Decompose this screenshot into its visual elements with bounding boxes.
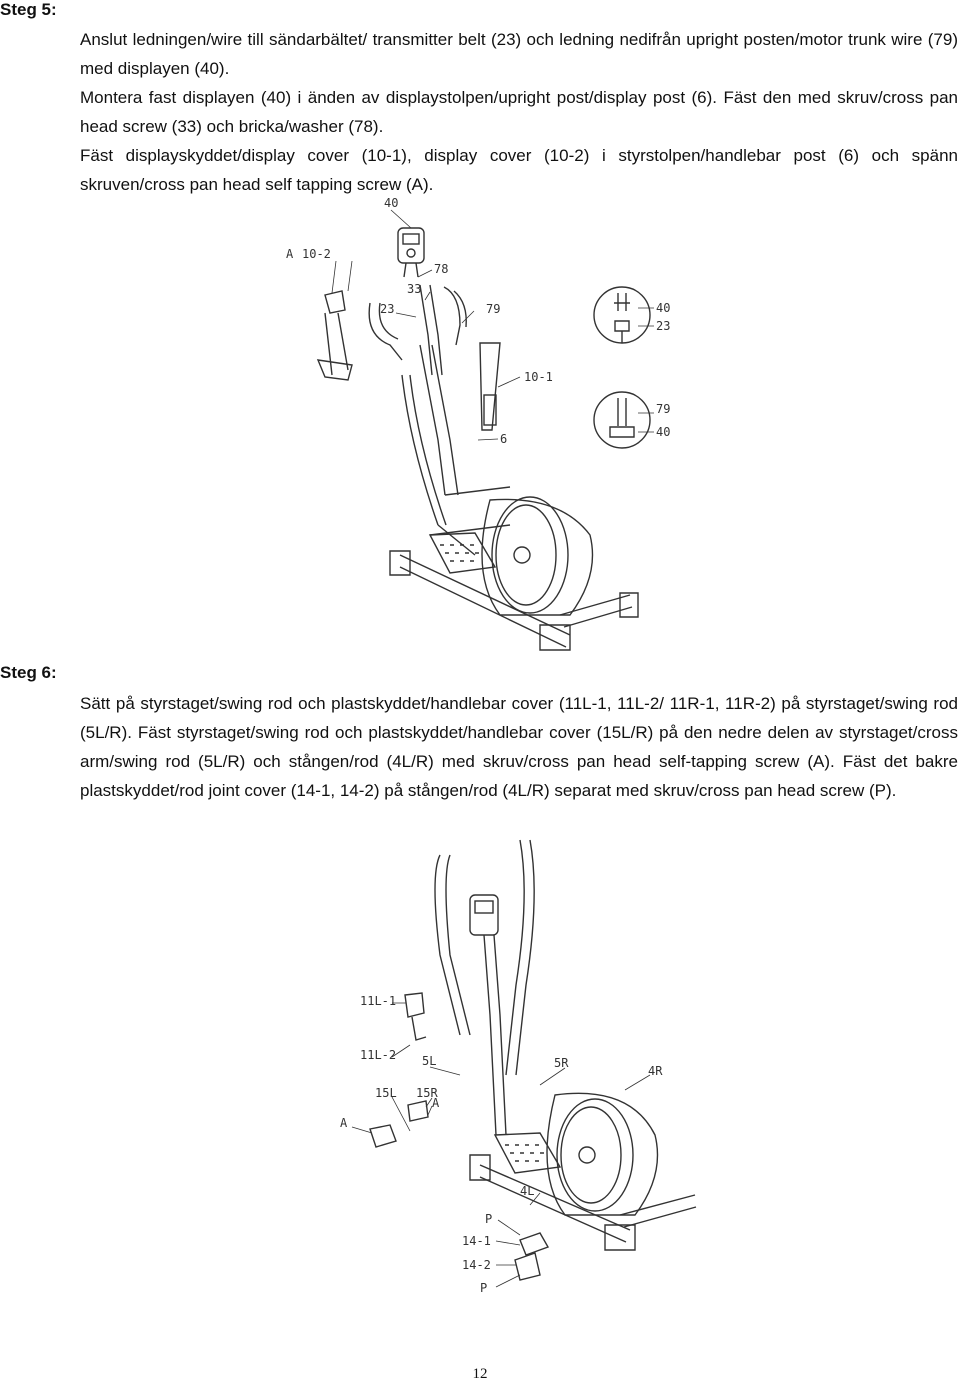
- label-78: 78: [434, 262, 449, 276]
- label-14-2: 14-2: [462, 1258, 491, 1272]
- step5-line-1: Anslut ledningen/wire till sändarbältet/ transmitter belt (23) och ledning nedifrån upright posten/motor trunk wire (79) med displayen (40).: [80, 30, 958, 78]
- inset1-label-40: 40: [656, 301, 671, 315]
- label-23: 23: [380, 302, 395, 316]
- label-11L-1: 11L-1: [360, 994, 397, 1008]
- label-A: A: [286, 247, 294, 261]
- label-4L: 4L: [520, 1184, 535, 1198]
- step6-heading: Steg 6:: [0, 663, 57, 682]
- label-A-right: A: [432, 1096, 440, 1110]
- step6-diagram: [330, 835, 700, 1305]
- step6-text: Sätt på styrstaget/swing rod och plastskyddet/handlebar cover (11L-1, 11L-2/ 11R-1, 11R-2) på styrstaget/swing rod (5L/R). Fäst styrstaget/swing rod och plastskyddet/handlebar cover (15L/R) på den nedre delen av styrstaget/cross arm/swing rod (5L/R) och stången/rod (4L/R) med skruv/cross pan head self-tapping screw (A). Fäst det bakre plastskyddet/rod joint cover (14-1, 14-2) på stången/rod (4L/R) separat med skruv/cross pan head screw (P).: [80, 694, 958, 800]
- label-6: 6: [500, 432, 508, 446]
- step5-instructions: [80, 25, 958, 199]
- label-79: 79: [486, 302, 501, 316]
- label-4R: 4R: [648, 1064, 663, 1078]
- label-15R: 15R: [416, 1086, 438, 1100]
- step5-line-2: Montera fast displayen (40) i änden av displaystolpen/upright post/display post (6). Fäst den med skruv/cross pan head screw (33) och bricka/washer (78).: [80, 88, 958, 136]
- label-P-top: P: [485, 1212, 493, 1226]
- inset2-label-40: 40: [656, 425, 671, 439]
- label-5R: 5R: [554, 1056, 569, 1070]
- label-P-bottom: P: [480, 1281, 488, 1295]
- label-10-2: 10-2: [302, 247, 331, 261]
- inset2-label-79: 79: [656, 402, 671, 416]
- step5-heading: Steg 5:: [0, 0, 57, 19]
- inset1-label-23: 23: [656, 319, 671, 333]
- label-5L: 5L: [422, 1054, 437, 1068]
- label-10-1: 10-1: [524, 370, 553, 384]
- label-33: 33: [407, 282, 422, 296]
- step5-diagram: [270, 195, 690, 665]
- label-15L: 15L: [375, 1086, 397, 1100]
- label-40: 40: [384, 196, 399, 210]
- label-14-1: 14-1: [462, 1234, 491, 1248]
- page-number: 12: [472, 1366, 488, 1382]
- step5-line-3: Fäst displayskyddet/display cover (10-1), display cover (10-2) i styrstolpen/handlebar post (6) och spänn skruven/cross pan head self tapping screw (A).: [80, 146, 958, 194]
- label-11L-2: 11L-2: [360, 1048, 397, 1062]
- label-A-left: A: [340, 1116, 348, 1130]
- step6-instructions: [80, 689, 958, 805]
